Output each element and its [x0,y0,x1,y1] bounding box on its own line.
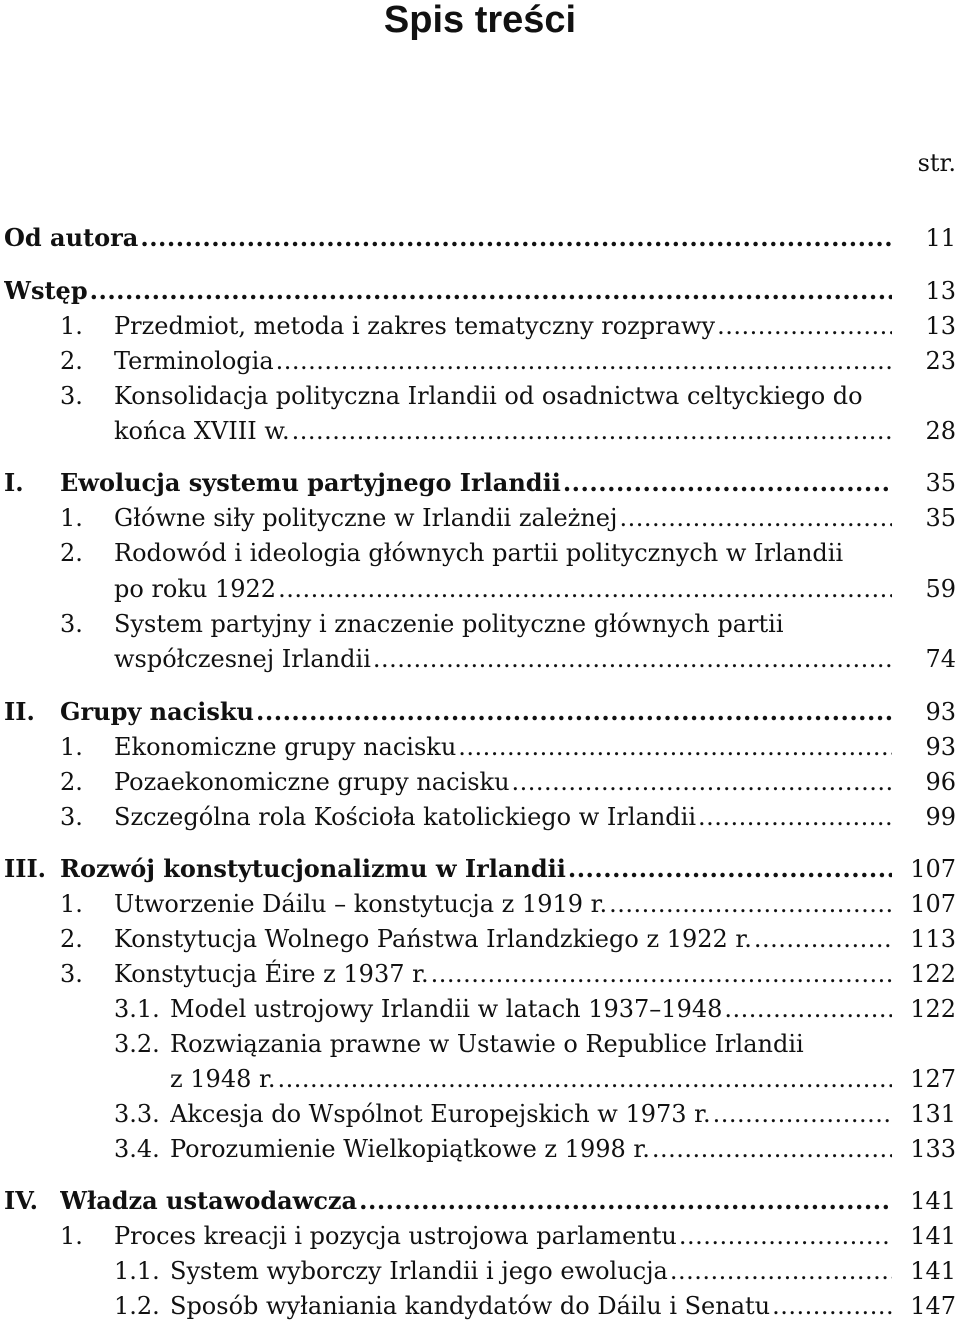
page-title: Spis treści [383,0,577,41]
toc-entry-number: 2. [60,539,83,567]
leader-dots [717,311,892,341]
toc-entry-title: Konstytucja Éire z 1937 r. [114,960,429,988]
toc-entry-number: 3.1. [114,995,160,1023]
toc-entry-title: Szczególna rola Kościoła katolickiego w Irlandii [114,803,697,831]
toc-entry-number: 1. [60,504,83,532]
toc-subentry[interactable] [0,1291,960,1321]
toc-entry-page: 107 [910,855,956,883]
toc-entry-number: 3.3. [114,1100,160,1128]
toc-entry-title: Konsolidacja polityczna Irlandii od osadnictwa celtyckiego do [114,382,863,410]
toc-entry-page: 122 [910,960,956,988]
leader-dots [698,802,892,832]
toc-entry-wstep[interactable] [0,276,960,306]
leader-dots [512,767,892,797]
toc-entry-number: 1. [60,1222,83,1250]
toc-entry-continuation[interactable] [0,416,960,446]
toc-entry-number: 2. [60,768,83,796]
leader-dots [373,644,892,674]
toc-entry-page: 59 [925,575,956,603]
leader-dots [292,416,892,446]
toc-entry-title: Akcesja do Wspólnot Europejskich w 1973 r. [170,1100,711,1128]
toc-subentry[interactable] [0,1029,960,1059]
toc-entry[interactable] [0,732,960,762]
toc-entry[interactable] [0,959,960,989]
toc-entry-number: 1. [60,312,83,340]
toc-entry-number: 3. [60,382,83,410]
toc-entry-title: System partyjny i znaczenie polityczne głównych partii [114,610,784,638]
toc-entry-title: Grupy nacisku [60,697,254,726]
toc-entry-page: 11 [925,224,956,252]
toc-entry-page: 131 [910,1100,956,1128]
toc-subentry[interactable] [0,1134,960,1164]
toc-entry-title: Sposób wyłaniania kandydatów do Dáilu i Senatu [170,1292,771,1320]
toc-entry[interactable] [0,346,960,376]
toc-subentry[interactable] [0,1099,960,1129]
toc-entry-title: Ewolucja systemu partyjnego Irlandii [60,468,561,497]
toc-entry-number: IV. [4,1186,39,1215]
toc-entry[interactable] [0,802,960,832]
leader-dots [140,223,892,253]
toc-entry-continuation[interactable] [0,1064,960,1094]
toc-entry-page: 93 [925,733,956,761]
toc-entry-page: 122 [910,995,956,1023]
toc-entry-number: 3. [60,610,83,638]
toc-entry-page: 141 [910,1187,956,1215]
leader-dots [754,924,892,954]
toc-entry-title: Utworzenie Dáilu – konstytucja z 1919 r. [114,890,608,918]
toc-entry-od-autora[interactable] [0,223,960,253]
leader-dots [713,1099,892,1129]
toc-entry-title: współczesnej Irlandii [114,645,371,673]
toc-entry-number: 1. [60,733,83,761]
leader-dots [278,574,892,604]
toc-entry-number: I. [4,468,24,497]
toc-entry-page: 13 [925,277,956,305]
toc-entry-title: Pozaekonomiczne grupy nacisku [114,768,510,796]
toc-subentry[interactable] [0,1256,960,1286]
toc-entry-page: 107 [910,890,956,918]
leader-dots [359,1186,892,1216]
toc-chapter-ii[interactable] [0,697,960,727]
toc-entry-title: Władza ustawodawcza [60,1186,358,1215]
toc-subentry[interactable] [0,994,960,1024]
toc-entry-number: 1. [60,890,83,918]
toc-entry-title: Ekonomiczne grupy nacisku [114,733,457,761]
toc-entry-page: 96 [925,768,956,796]
toc-entry-title: Model ustrojowy Irlandii w latach 1937–1948 [170,995,723,1023]
toc-entry-page: 99 [925,803,956,831]
leader-dots [458,732,892,762]
toc-entry-page: 93 [925,698,956,726]
toc-entry[interactable] [0,1221,960,1251]
toc-entry-title: Terminologia [114,347,274,375]
toc-chapter-i[interactable] [0,468,960,498]
toc-entry-page: 113 [910,925,956,953]
toc-entry-number: 3.2. [114,1030,160,1058]
toc-entry-title: Rozwiązania prawne w Ustawie o Republice Irlandii [170,1030,804,1058]
toc-entry-title: Porozumienie Wielkopiątkowe z 1998 r. [170,1135,650,1163]
toc-entry-number: 2. [60,925,83,953]
toc-entry-page: 23 [925,347,956,375]
toc-entry-number: 2. [60,347,83,375]
toc-entry-number: 3.4. [114,1135,160,1163]
toc-entry[interactable] [0,889,960,919]
page-column-label: str. [917,149,956,177]
toc-entry-title: Wstęp [4,276,88,305]
leader-dots [256,697,892,727]
toc-entry-continuation[interactable] [0,644,960,674]
toc-entry-page: 35 [925,504,956,532]
toc-entry-title: Główne siły polityczne w Irlandii zależnej [114,504,618,532]
toc-entry[interactable] [0,609,960,639]
leader-dots [276,346,892,376]
toc-chapter-iii[interactable] [0,854,960,884]
toc-entry[interactable] [0,503,960,533]
leader-dots [568,854,892,884]
toc-entry[interactable] [0,538,960,568]
toc-entry-page: 141 [910,1257,956,1285]
toc-entry-number: III. [4,854,47,883]
toc-entry-number: 1.2. [114,1292,160,1320]
leader-dots [679,1221,892,1251]
leader-dots [609,889,892,919]
toc-entry-title: Rodowód i ideologia głównych partii politycznych w Irlandii [114,539,844,567]
toc-entry-title: końca XVIII w. [114,417,290,445]
toc-entry-number: 3. [60,803,83,831]
toc-entry-continuation[interactable] [0,574,960,604]
toc-entry-number: 3. [60,960,83,988]
toc-entry-page: 13 [925,312,956,340]
toc-chapter-iv[interactable] [0,1186,960,1216]
toc-entry-title: Rozwój konstytucjonalizmu w Irlandii [60,854,566,883]
toc-entry-title: Konstytucja Wolnego Państwa Irlandzkiego z 1922 r. [114,925,752,953]
toc-entry[interactable] [0,311,960,341]
toc-entry[interactable] [0,381,960,411]
leader-dots [90,276,892,306]
toc-entry-title: Od autora [4,223,139,252]
toc-entry-page: 28 [925,417,956,445]
leader-dots [277,1064,892,1094]
leader-dots [772,1291,892,1321]
toc-entry-title: Przedmiot, metoda i zakres tematyczny rozprawy [114,312,716,340]
leader-dots [652,1134,892,1164]
toc-entry-page: 74 [925,645,956,673]
leader-dots [724,994,892,1024]
toc-entry[interactable] [0,924,960,954]
toc-entry[interactable] [0,767,960,797]
leader-dots [431,959,892,989]
toc-entry-title: System wyborczy Irlandii i jego ewolucja [170,1257,668,1285]
toc-entry-title: z 1948 r. [170,1065,276,1093]
toc-entry-page: 127 [910,1065,956,1093]
toc-entry-number: II. [4,697,35,726]
leader-dots [619,503,892,533]
toc-entry-page: 35 [925,469,956,497]
toc-entry-number: 1.1. [114,1257,160,1285]
toc-entry-title: Proces kreacji i pozycja ustrojowa parlamentu [114,1222,677,1250]
toc-entry-title: po roku 1922 [114,575,277,603]
leader-dots [670,1256,892,1286]
toc-entry-page: 147 [910,1292,956,1320]
toc-entry-page: 133 [910,1135,956,1163]
leader-dots [563,468,892,498]
toc-entry-page: 141 [910,1222,956,1250]
